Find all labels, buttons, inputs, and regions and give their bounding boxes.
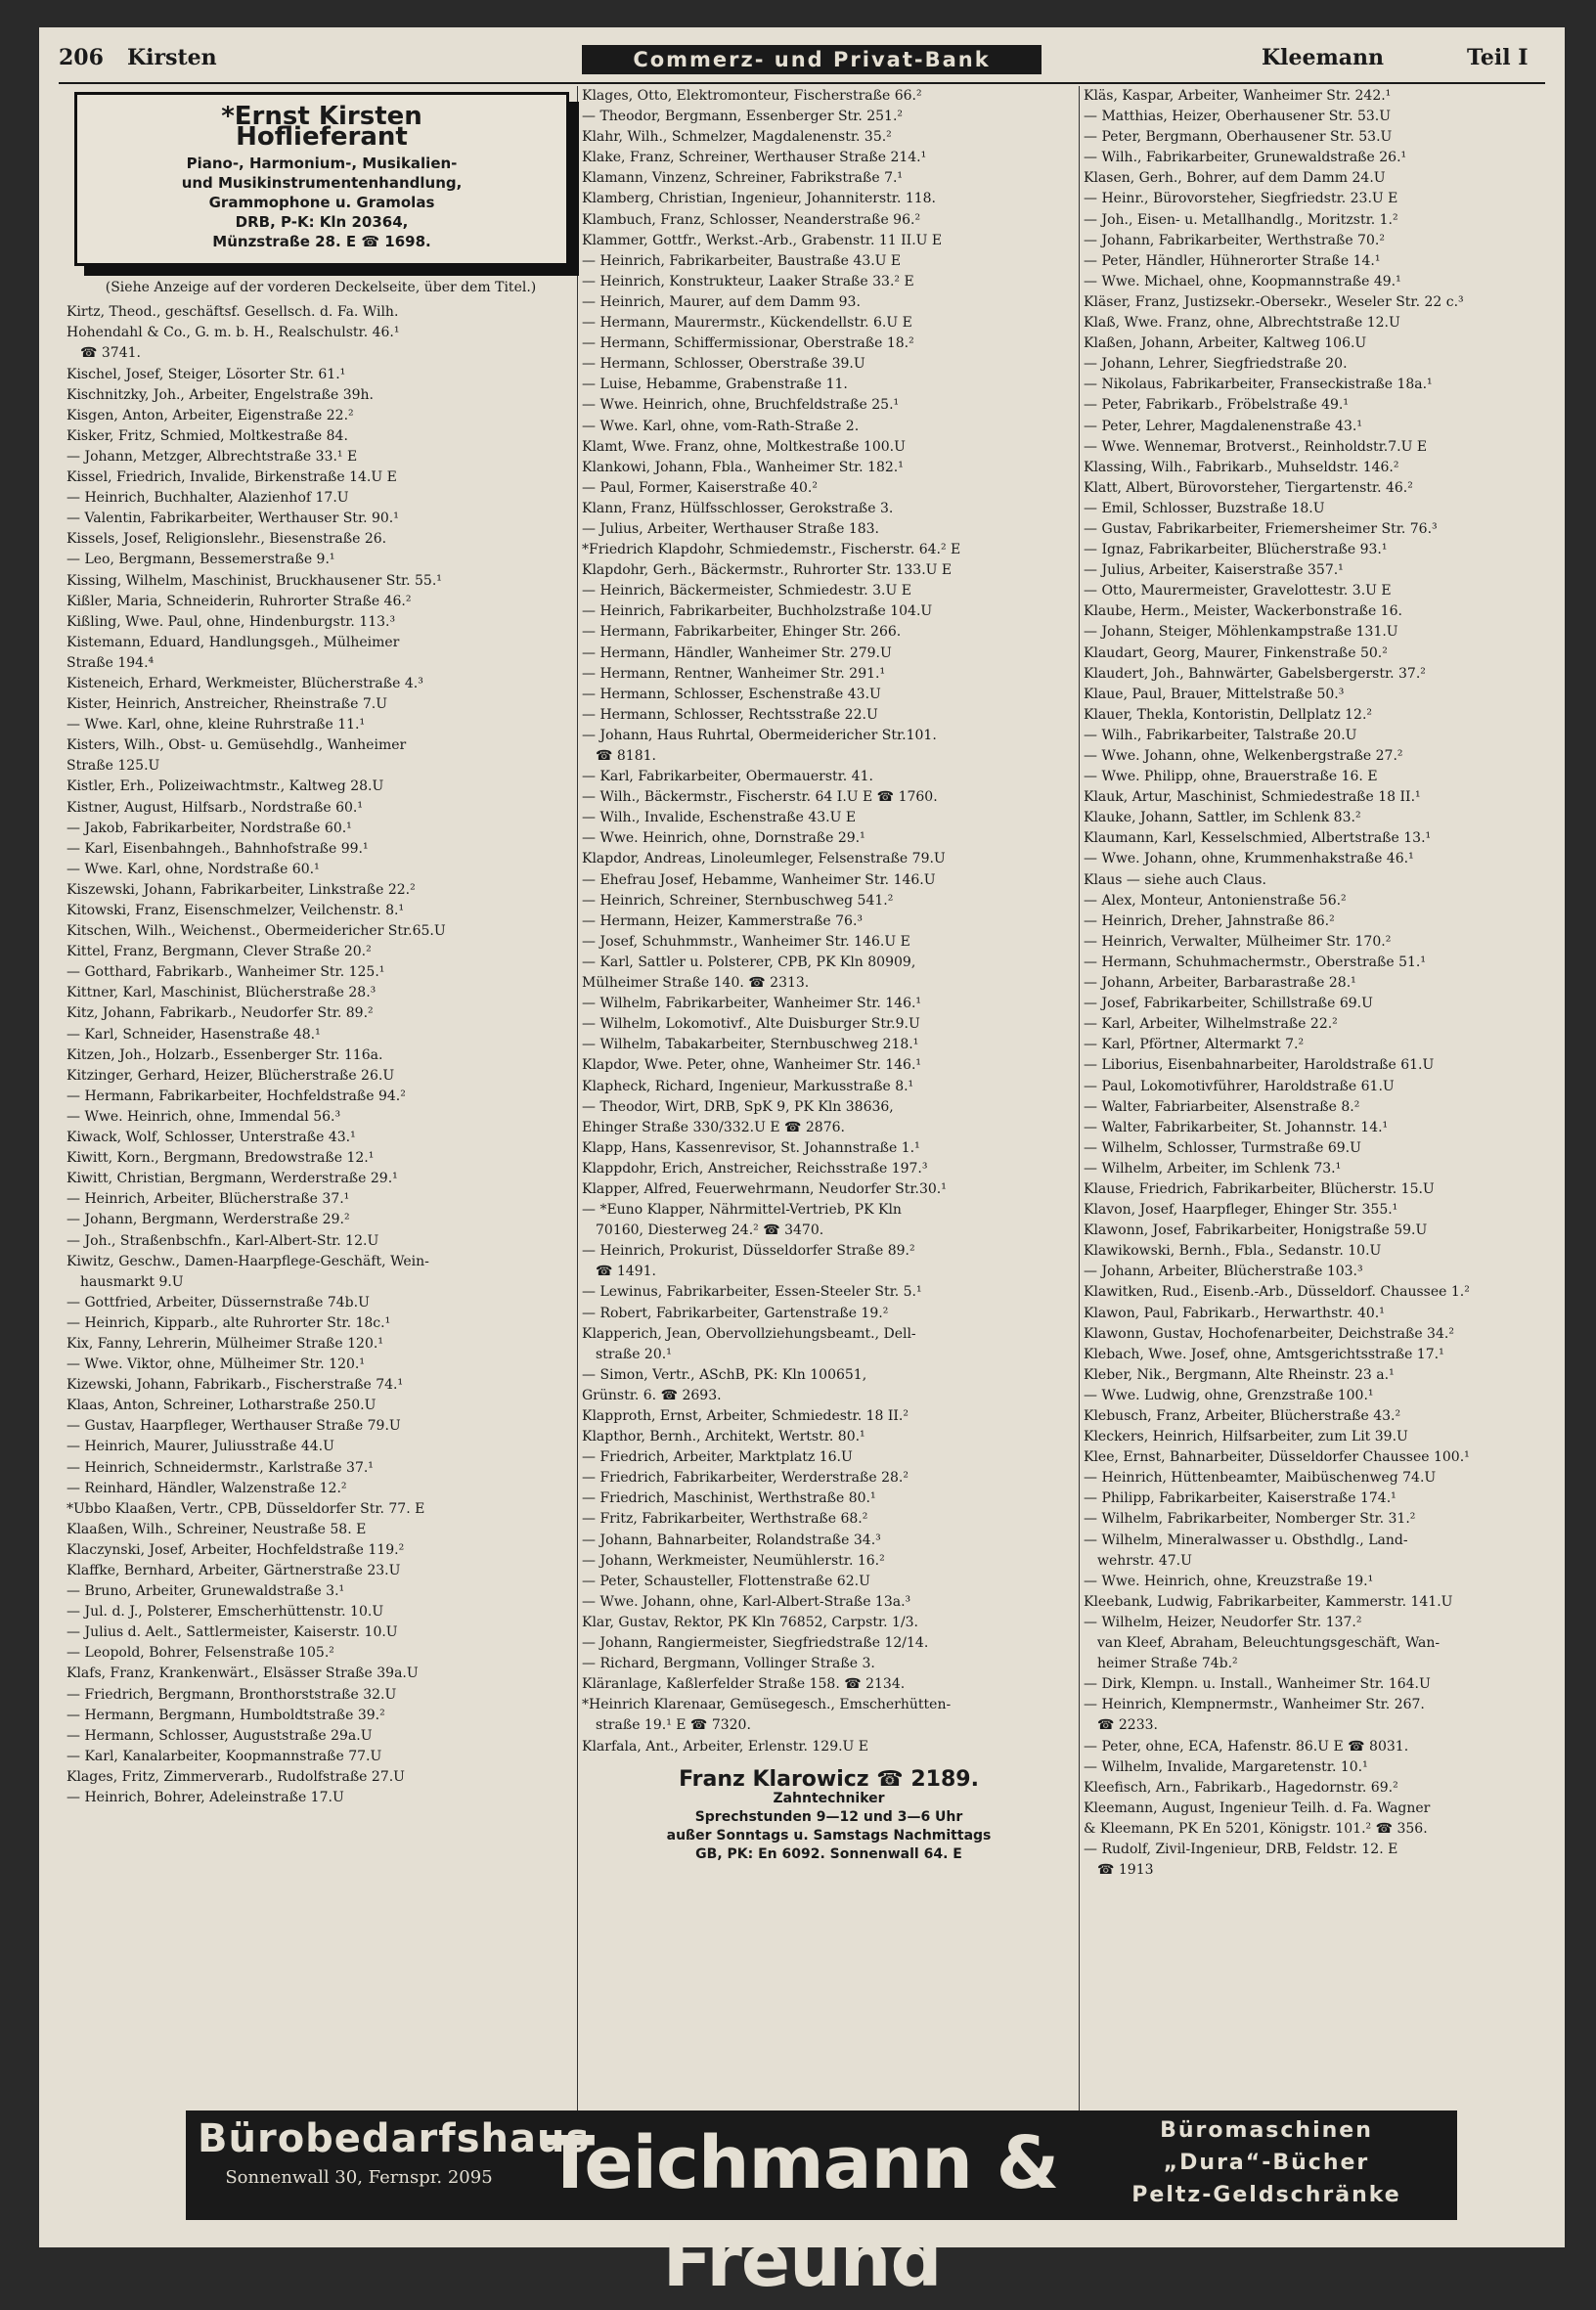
- directory-entry: Kischel, Josef, Steiger, Lösorter Str. 61.¹: [66, 366, 346, 382]
- directory-entry: — Heinrich, Bohrer, Adeleinstraße 17.U: [66, 1790, 344, 1806]
- ad-company-name: Teichmann & Freund: [545, 2121, 1059, 2303]
- directory-entry: — Lewinus, Fabrikarbeiter, Essen-Steeler Str. 5.¹: [582, 1284, 922, 1301]
- directory-entry: — Valentin, Fabrikarbeiter, Werthauser Str. 90.¹: [66, 511, 399, 527]
- directory-entry: Kissels, Josef, Religionslehr., Biesenstraße 26.: [66, 531, 387, 548]
- directory-entry: — Peter, Fabrikarb., Fröbelstraße 49.¹: [1084, 397, 1349, 414]
- directory-entry: — Joh., Straßenbschfn., Karl-Albert-Str. 12.U: [66, 1232, 379, 1249]
- directory-entry: — Heinrich, Hüttenbeamter, Maibüschenweg 74.U: [1084, 1470, 1437, 1487]
- directory-entry: Kläser, Franz, Justizsekr.-Obersekr., Weseler Str. 22 c.³: [1084, 293, 1464, 310]
- directory-entry: 70160, Diesterweg 24.² ☎ 3470.: [596, 1222, 824, 1239]
- directory-entry: Kistemann, Eduard, Handlungsgeh., Mülheimer: [66, 634, 400, 650]
- directory-entry: — Hermann, Schiffermissionar, Oberstraße 18.²: [582, 335, 914, 352]
- directory-entry: Klawonn, Gustav, Hochofenarbeiter, Deichstraße 34.²: [1084, 1325, 1454, 1342]
- directory-entry: & Kleemann, PK En 5201, Königstr. 101.² ☎ 356.: [1084, 1820, 1428, 1837]
- directory-entry: — Hermann, Fabrikarbeiter, Hochfeldstraße 94.²: [66, 1088, 406, 1104]
- directory-entry: Kiwack, Wolf, Schlosser, Unterstraße 43.¹: [66, 1130, 356, 1146]
- directory-entry: Klawikowski, Bernh., Fbla., Sedanstr. 10.U: [1084, 1243, 1382, 1260]
- directory-entry: Kisker, Fritz, Schmied, Moltkestraße 84.: [66, 427, 348, 444]
- directory-entry: — Johann, Rangiermeister, Siegfriedstraße 12/14.: [582, 1635, 929, 1652]
- directory-entry: — Hermann, Händler, Wanheimer Str. 279.U: [582, 644, 892, 661]
- directory-entry: heimer Straße 74b.²: [1097, 1656, 1238, 1672]
- directory-entry: — Karl, Pförtner, Altermarkt 7.²: [1084, 1037, 1305, 1053]
- directory-entry: — Karl, Fabrikarbeiter, Obermauerstr. 41.: [582, 769, 873, 785]
- directory-entry: — Johann, Arbeiter, Barbarastraße 28.¹: [1084, 975, 1356, 992]
- directory-entry: Klaube, Herm., Meister, Wackerbonstraße 16.: [1084, 603, 1402, 620]
- directory-entry: — Liborius, Eisenbahnarbeiter, Haroldstraße 61.U: [1084, 1057, 1435, 1074]
- ad-name: Franz Klarowicz ☎ 2189.: [679, 1766, 979, 1792]
- directory-entry: Klapheck, Richard, Ingenieur, Markusstraße 8.¹: [582, 1078, 914, 1094]
- directory-entry: Klaus — siehe auch Claus.: [1084, 871, 1266, 888]
- ad-left-address: Sonnenwall 30, Fernspr. 2095: [225, 2167, 493, 2188]
- directory-entry: hausmarkt 9.U: [80, 1273, 184, 1290]
- directory-entry: Klauke, Johann, Sattler, im Schlenk 83.²: [1084, 810, 1361, 826]
- bank-banner: Commerz- und Privat-Bank: [582, 45, 1042, 74]
- directory-entry: Klebusch, Franz, Arbeiter, Blücherstraße 43.²: [1084, 1408, 1401, 1424]
- directory-entry: Klaßen, Johann, Arbeiter, Kaltweg 106.U: [1084, 335, 1367, 352]
- directory-entry: Straße 125.U: [66, 758, 160, 775]
- directory-entry: Klahr, Wilh., Schmelzer, Magdalenenstr. 35.²: [582, 129, 892, 146]
- directory-entry: — Walter, Fabrikarbeiter, St. Johannstr. 14.¹: [1084, 1119, 1389, 1135]
- directory-entry: — Leopold, Bohrer, Felsenstraße 105.²: [66, 1645, 334, 1662]
- ad-line: Sprechstunden 9—12 und 3—6 Uhr: [694, 1808, 963, 1825]
- directory-entry: — Reinhard, Händler, Walzenstraße 12.²: [66, 1480, 347, 1496]
- directory-entry: ☎ 8181.: [596, 748, 656, 764]
- directory-entry: — Heinr., Bürovorsteher, Siegfriedstr. 23.U E: [1084, 191, 1398, 207]
- directory-entry: — Peter, ohne, ECA, Hafenstr. 86.U E ☎ 8031.: [1084, 1738, 1409, 1755]
- directory-entry: — Johann, Haus Ruhrtal, Obermeidericher Str.101.: [582, 727, 937, 743]
- entries-list-right: [1084, 86, 1563, 1881]
- directory-entry: — Hermann, Schlosser, Rechtsstraße 22.U: [582, 706, 878, 723]
- directory-entry: Kizewski, Johann, Fabrikarb., Fischerstraße 74.¹: [66, 1377, 404, 1394]
- directory-entry: Klambuch, Franz, Schlosser, Neanderstraße 96.²: [582, 211, 921, 228]
- directory-entry: — Heinrich, Kipparb., alte Ruhrorter Str. 18c.¹: [66, 1314, 391, 1331]
- directory-entry: — Julius, Arbeiter, Kaiserstraße 357.¹: [1084, 562, 1344, 579]
- ad-right-line: Peltz-Geldschränke: [1131, 2183, 1401, 2207]
- directory-entry: Kißler, Maria, Schneiderin, Ruhrorter Straße 46.²: [66, 593, 412, 609]
- directory-entry: Klaaßen, Wilh., Schreiner, Neustraße 58. E: [66, 1521, 367, 1537]
- directory-entry: Klaudert, Joh., Bahnwärter, Gabelsbergerstr. 37.²: [1084, 665, 1426, 682]
- directory-entry: — Karl, Arbeiter, Wilhelmstraße 22.²: [1084, 1016, 1338, 1033]
- column-middle: [582, 86, 1076, 1870]
- directory-entry: — Dirk, Klempn. u. Install., Wanheimer Str. 164.U: [1084, 1676, 1431, 1693]
- directory-entry: Klarfala, Ant., Arbeiter, Erlenstr. 129.U E: [582, 1738, 869, 1755]
- directory-entry: — Josef, Fabrikarbeiter, Schillstraße 69.U: [1084, 996, 1373, 1012]
- ad-left-title: Bürobedarfshaus: [198, 2116, 591, 2161]
- directory-entry: — Rudolf, Zivil-Ingenieur, DRB, Feldstr. 12. E: [1084, 1841, 1398, 1857]
- directory-entry: — Gottfried, Arbeiter, Düssernstraße 74b.U: [66, 1294, 370, 1310]
- directory-entry: Klar, Gustav, Rektor, PK Kln 76852, Carpstr. 1/3.: [582, 1614, 918, 1630]
- directory-entry: Klauer, Thekla, Kontoristin, Dellplatz 12.²: [1084, 706, 1373, 723]
- directory-entry: — Wwe. Heinrich, ohne, Bruchfeldstraße 25.¹: [582, 397, 900, 414]
- directory-entry: — Hermann, Maurermstr., Kückendellstr. 6.U E: [582, 315, 912, 332]
- ad-right-line: Büromaschinen: [1160, 2118, 1373, 2143]
- directory-entry: — Johann, Werkmeister, Neumühlerstr. 16.²: [582, 1552, 885, 1569]
- directory-entry: — Friedrich, Arbeiter, Marktplatz 16.U: [582, 1449, 853, 1466]
- directory-entry: — Julius d. Aelt., Sattlermeister, Kaiserstr. 10.U: [66, 1624, 398, 1641]
- directory-entry: Kischnitzky, Joh., Arbeiter, Engelstraße 39h.: [66, 386, 374, 403]
- ad-line: Piano-, Harmonium-, Musikalien-: [186, 155, 458, 173]
- ad-line: außer Sonntags u. Samstags Nachmittags: [666, 1827, 992, 1844]
- directory-entry: — Friedrich, Bergmann, Bronthorststraße 32.U: [66, 1686, 397, 1703]
- ad-title: Hoflieferant: [236, 122, 408, 153]
- directory-entry: — Wilhelm, Fabrikarbeiter, Wanheimer Str. 146.¹: [582, 996, 922, 1012]
- directory-entry: Klaas, Anton, Schreiner, Lotharstraße 250.U: [66, 1398, 377, 1414]
- directory-entry: — Johann, Metzger, Albrechtstraße 33.¹ E: [66, 448, 358, 465]
- ad-line: Grammophone u. Gramolas: [208, 194, 435, 212]
- directory-entry: Klappdohr, Erich, Anstreicher, Reichsstraße 197.³: [582, 1160, 928, 1177]
- directory-entry: Klauk, Artur, Maschinist, Schmiedestraße 18 II.¹: [1084, 789, 1421, 806]
- directory-entry: — Ignaz, Fabrikarbeiter, Blücherstraße 93.¹: [1084, 542, 1388, 558]
- directory-entry: — Leo, Bergmann, Bessemerstraße 9.¹: [66, 552, 335, 568]
- ad-left: [198, 2116, 591, 2188]
- ad-reference-note: (Siehe Anzeige auf der vorderen Deckelseite, über dem Titel.): [105, 280, 537, 296]
- directory-entry: — Emil, Schlosser, Buzstraße 18.U: [1084, 500, 1325, 516]
- directory-entry: — Heinrich, Fabrikarbeiter, Buchholzstraße 104.U: [582, 603, 933, 620]
- directory-entry: — Wwe. Heinrich, ohne, Kreuzstraße 19.¹: [1084, 1573, 1374, 1589]
- ad-line: GB, PK: En 6092. Sonnenwall 64. E: [695, 1845, 962, 1862]
- directory-entry: van Kleef, Abraham, Beleuchtungsgeschäft, Wan-: [1097, 1635, 1441, 1652]
- directory-entry: — *Euno Klapper, Nährmittel-Vertrieb, PK Kln: [582, 1202, 902, 1219]
- ad-right-line: „Dura“-Bücher: [1163, 2151, 1370, 2175]
- directory-entry: Klaß, Wwe. Franz, ohne, Albrechtstraße 12.U: [1084, 315, 1400, 332]
- klarowicz-advertisement: [582, 1766, 1076, 1864]
- directory-entry: — Heinrich, Konstrukteur, Laaker Straße 33.² E: [582, 273, 914, 289]
- directory-entry: ☎ 2233.: [1097, 1717, 1158, 1734]
- directory-entry: — Hermann, Rentner, Wanheimer Str. 291.¹: [582, 665, 886, 682]
- directory-entry: — Johann, Steiger, Möhlenkampstraße 131.U: [1084, 624, 1398, 641]
- directory-entry: ☎ 1491.: [596, 1264, 656, 1280]
- directory-entry: — Peter, Händler, Hühnerorter Straße 14.¹: [1084, 252, 1381, 269]
- directory-entry: Hohendahl & Co., G. m. b. H., Realschulstr. 46.¹: [66, 325, 400, 341]
- directory-entry: — Karl, Sattler u. Polsterer, CPB, PK Kln 80909,: [582, 954, 916, 970]
- page-number: 206: [59, 45, 104, 70]
- directory-entry: Kitschen, Wilh., Weichenst., Obermeidericher Str.65.U: [66, 923, 446, 940]
- directory-entry: — Luise, Hebamme, Grabenstraße 11.: [582, 377, 848, 393]
- directory-entry: — Heinrich, Maurer, Juliusstraße 44.U: [66, 1439, 334, 1455]
- directory-entry: — Heinrich, Buchhalter, Alazienhof 17.U: [66, 490, 349, 507]
- directory-entry: Kistner, August, Hilfsarb., Nordstraße 60.¹: [66, 799, 363, 816]
- directory-entry: Kisteneich, Erhard, Werkmeister, Blücherstraße 4.³: [66, 675, 423, 691]
- directory-entry: Kleckers, Heinrich, Hilfsarbeiter, zum Lit 39.U: [1084, 1429, 1408, 1445]
- directory-entry: ☎ 3741.: [80, 345, 141, 362]
- directory-entry: Kleefisch, Arn., Fabrikarb., Hagedornstr. 69.²: [1084, 1779, 1398, 1796]
- directory-entry: ☎ 1913: [1097, 1862, 1154, 1879]
- directory-entry: — Walter, Fabriarbeiter, Alsenstraße 8.²: [1084, 1098, 1360, 1115]
- directory-entry: — Wilhelm, Mineralwasser u. Obsthdlg., Land-: [1084, 1532, 1408, 1548]
- directory-entry: — Wilhelm, Heizer, Neudorfer Str. 137.²: [1084, 1614, 1362, 1630]
- directory-entry: Klause, Friedrich, Fabrikarbeiter, Blücherstr. 15.U: [1084, 1180, 1435, 1197]
- directory-entry: Kix, Fanny, Lehrerin, Mülheimer Straße 120.¹: [66, 1335, 383, 1352]
- directory-entry: Klafs, Franz, Krankenwärt., Elsässer Straße 39a.U: [66, 1666, 419, 1682]
- directory-entry: — Hermann, Schlosser, Eschenstraße 43.U: [582, 686, 881, 702]
- part-label: Teil I: [1467, 45, 1529, 70]
- directory-entry: — Wwe. Viktor, ohne, Mülheimer Str. 120.¹: [66, 1356, 365, 1373]
- ad-name: *Ernst Kirsten: [221, 102, 422, 131]
- directory-entry: Grünstr. 6. ☎ 2693.: [582, 1387, 722, 1403]
- directory-entry: — Johann, Arbeiter, Blücherstraße 103.³: [1084, 1264, 1363, 1280]
- directory-entry: Kiwitt, Korn., Bergmann, Bredowstraße 12.¹: [66, 1150, 375, 1167]
- directory-entry: — Heinrich, Fabrikarbeiter, Baustraße 43.U E: [582, 252, 902, 269]
- directory-entry: Klawonn, Josef, Fabrikarbeiter, Honigstraße 59.U: [1084, 1222, 1428, 1239]
- directory-entry: Klavon, Josef, Haarpfleger, Ehinger Str. 355.¹: [1084, 1202, 1398, 1219]
- directory-entry: — Peter, Lehrer, Magdalenenstraße 43.¹: [1084, 418, 1362, 434]
- directory-entry: — Wwe. Johann, ohne, Karl-Albert-Straße 13a.³: [582, 1593, 911, 1610]
- directory-entry: — Nikolaus, Fabrikarbeiter, Franseckistraße 18a.¹: [1084, 377, 1433, 393]
- directory-entry: — Jakob, Fabrikarbeiter, Nordstraße 60.¹: [66, 820, 352, 836]
- directory-entry: — Heinrich, Klempnermstr., Wanheimer Str. 267.: [1084, 1697, 1425, 1713]
- directory-entry: Kisters, Wilh., Obst- u. Gemüsehdlg., Wanheimer: [66, 737, 407, 754]
- directory-entry: — Hermann, Schuhmachermstr., Oberstraße 51.¹: [1084, 954, 1426, 970]
- header-rule: [59, 82, 1545, 84]
- directory-entry: — Wilhelm, Schlosser, Turmstraße 69.U: [1084, 1139, 1361, 1156]
- directory-entry: — Wilhelm, Fabrikarbeiter, Nomberger Str. 31.²: [1084, 1511, 1416, 1528]
- directory-entry: — Otto, Maurermeister, Gravelottestr. 3.U E: [1084, 583, 1392, 600]
- directory-entry: — Ehefrau Josef, Hebamme, Wanheimer Str. 146.U: [582, 871, 936, 888]
- directory-entry: — Wilh., Invalide, Eschenstraße 43.U E: [582, 810, 857, 826]
- directory-entry: Klaue, Paul, Brauer, Mittelstraße 50.³: [1084, 686, 1345, 702]
- directory-entry: — Paul, Former, Kaiserstraße 40.²: [582, 479, 818, 496]
- directory-entry: Klapdor, Andreas, Linoleumleger, Felsenstraße 79.U: [582, 851, 946, 867]
- kirsten-advertisement: [74, 92, 569, 266]
- directory-entry: — Richard, Bergmann, Vollinger Straße 3.: [582, 1656, 875, 1672]
- directory-entry: Kissel, Friedrich, Invalide, Birkenstraße 14.U E: [66, 469, 397, 486]
- column-divider: [1079, 86, 1080, 2140]
- directory-entry: Klasen, Gerh., Bohrer, auf dem Damm 24.U: [1084, 170, 1386, 187]
- directory-entry: Klann, Franz, Hülfsschlosser, Gerokstraße 3.: [582, 500, 894, 516]
- directory-entry: Kiszewski, Johann, Fabrikarbeiter, Linkstraße 22.²: [66, 881, 416, 898]
- directory-entry: — Wwe. Karl, ohne, vom-Rath-Straße 2.: [582, 418, 860, 434]
- directory-entry: — Hermann, Fabrikarbeiter, Ehinger Str. 266.: [582, 624, 902, 641]
- directory-page: [39, 27, 1565, 2303]
- directory-entry: — Robert, Fabrikarbeiter, Gartenstraße 19.²: [582, 1305, 889, 1321]
- directory-entry: — Karl, Kanalarbeiter, Koopmannstraße 77.U: [66, 1748, 382, 1764]
- directory-entry: Klamann, Vinzenz, Schreiner, Fabrikstraße 7.¹: [582, 170, 904, 187]
- column-divider: [577, 86, 578, 2140]
- directory-entry: Klebach, Wwe. Josef, ohne, Amtsgerichtsstraße 17.¹: [1084, 1346, 1444, 1362]
- directory-entry: — Friedrich, Maschinist, Werthstraße 80.¹: [582, 1490, 876, 1507]
- directory-entry: — Wwe. Karl, ohne, kleine Ruhrstraße 11.¹: [66, 717, 366, 733]
- directory-entry: — Karl, Eisenbahngeh., Bahnhofstraße 99.¹: [66, 840, 369, 857]
- directory-entry: *Ubbo Klaaßen, Vertr., CPB, Düsseldorfer Str. 77. E: [66, 1500, 425, 1517]
- directory-entry: — Heinrich, Prokurist, Düsseldorfer Straße 89.²: [582, 1243, 915, 1260]
- directory-entry: — Paul, Lokomotivführer, Haroldstraße 61.U: [1084, 1078, 1395, 1094]
- directory-entry: Kitz, Johann, Fabrikarb., Neudorfer Str. 89.²: [66, 1005, 374, 1022]
- directory-entry: Klake, Franz, Schreiner, Werthauser Straße 214.¹: [582, 150, 927, 166]
- directory-entry: Klapdohr, Gerh., Bäckermstr., Ruhrorter Str. 133.U E: [582, 562, 953, 579]
- directory-entry: Kitowski, Franz, Eisenschmelzer, Veilchenstr. 8.¹: [66, 903, 405, 918]
- directory-entry: Klapperich, Jean, Obervollziehungsbeamt., Dell-: [582, 1325, 916, 1342]
- directory-entry: Kittel, Franz, Bergmann, Clever Straße 20.²: [66, 944, 372, 960]
- directory-entry: Kläs, Kaspar, Arbeiter, Wanheimer Str. 242.¹: [1084, 88, 1392, 104]
- directory-entry: — Simon, Vertr., ASchB, PK: Kln 100651,: [582, 1366, 867, 1383]
- directory-entry: — Hermann, Schlosser, Oberstraße 39.U: [582, 356, 865, 373]
- directory-entry: Kißling, Wwe. Paul, ohne, Hindenburgstr. 113.³: [66, 613, 396, 630]
- directory-entry: Klammer, Gottfr., Werkst.-Arb., Grabenstr. 11 II.U E: [582, 232, 943, 248]
- directory-entry: — Wilh., Bäckermstr., Fischerstr. 64 I.U E ☎ 1760.: [582, 789, 938, 806]
- directory-entry: Klapproth, Ernst, Arbeiter, Schmiedestr. 18 II.²: [582, 1408, 909, 1424]
- directory-entry: — Wilhelm, Arbeiter, im Schlenk 73.¹: [1084, 1160, 1342, 1177]
- left-running-head: Kirsten: [127, 45, 217, 70]
- directory-entry: straße 20.¹: [596, 1346, 672, 1362]
- ad-right: [1086, 2114, 1447, 2211]
- directory-entry: Klawitken, Rud., Eisenb.-Arb., Düsseldorf. Chaussee 1.²: [1084, 1284, 1470, 1301]
- directory-entry: Klaudart, Georg, Maurer, Finkenstraße 50.²: [1084, 644, 1388, 661]
- directory-entry: Kläranlage, Kaßlerfelder Straße 158. ☎ 2134.: [582, 1676, 906, 1693]
- directory-entry: — Fritz, Fabrikarbeiter, Werthstraße 68.²: [582, 1511, 868, 1528]
- directory-entry: — Matthias, Heizer, Oberhausener Str. 53.U: [1084, 109, 1392, 125]
- directory-entry: — Heinrich, Verwalter, Mülheimer Str. 170.²: [1084, 933, 1392, 950]
- directory-entry: — Heinrich, Bäckermeister, Schmiedestr. 3.U E: [582, 583, 911, 600]
- directory-entry: — Philipp, Fabrikarbeiter, Kaiserstraße 174.¹: [1084, 1490, 1396, 1507]
- directory-entry: — Wilhelm, Invalide, Margaretenstr. 10.¹: [1084, 1758, 1368, 1775]
- directory-entry: Kistler, Erh., Polizeiwachtmstr., Kaltweg 28.U: [66, 778, 384, 795]
- directory-entry: — Hermann, Schlosser, Auguststraße 29a.U: [66, 1727, 373, 1744]
- directory-entry: — Wwe. Heinrich, ohne, Dornstraße 29.¹: [582, 830, 865, 847]
- directory-entry: Klee, Ernst, Bahnarbeiter, Düsseldorfer Chaussee 100.¹: [1084, 1449, 1470, 1466]
- column-right: [1084, 86, 1563, 1881]
- directory-entry: Kisgen, Anton, Arbeiter, Eigenstraße 22.²: [66, 407, 354, 423]
- directory-entry: Klapdor, Wwe. Peter, ohne, Wanheimer Str. 146.¹: [582, 1057, 922, 1074]
- directory-entry: — Heinrich, Maurer, auf dem Damm 93.: [582, 293, 861, 310]
- directory-entry: Klamberg, Christian, Ingenieur, Johanniterstr. 118.: [582, 191, 937, 207]
- directory-entry: Klassing, Wilh., Fabrikarb., Muhseldstr. 146.²: [1084, 459, 1399, 475]
- right-running-head: Kleemann: [1262, 45, 1384, 70]
- directory-entry: Straße 194.⁴: [66, 654, 155, 671]
- directory-entry: Kleemann, August, Ingenieur Teilh. d. Fa. Wagner: [1084, 1799, 1431, 1816]
- directory-entry: — Joh., Eisen- u. Metallhandlg., Moritzstr. 1.²: [1084, 211, 1398, 228]
- directory-entry: Kittner, Karl, Maschinist, Blücherstraße 28.³: [66, 985, 377, 1001]
- directory-entry: — Wwe. Heinrich, ohne, Immendal 56.³: [66, 1108, 341, 1125]
- directory-entry: — Theodor, Wirt, DRB, SpK 9, PK Kln 38636,: [582, 1098, 894, 1115]
- directory-entry: — Bruno, Arbeiter, Grunewaldstraße 3.¹: [66, 1583, 345, 1600]
- directory-entry: — Alex, Monteur, Antonienstraße 56.²: [1084, 892, 1347, 909]
- directory-entry: — Wwe. Philipp, ohne, Brauerstraße 16. E: [1084, 769, 1378, 785]
- directory-entry: Klages, Fritz, Zimmerverarb., Rudolfstraße 27.U: [66, 1768, 405, 1785]
- directory-entry: — Wilhelm, Tabakarbeiter, Sternbuschweg 218.¹: [582, 1037, 919, 1053]
- directory-entry: — Johann, Lehrer, Siegfriedstraße 20.: [1084, 356, 1348, 373]
- directory-entry: — Hermann, Heizer, Kammerstraße 76.³: [582, 912, 864, 929]
- directory-entry: Klapper, Alfred, Feuerwehrmann, Neudorfer Str.30.¹: [582, 1180, 947, 1197]
- directory-entry: — Johann, Bahnarbeiter, Rolandstraße 34.³: [582, 1532, 881, 1548]
- directory-entry: Klaczynski, Josef, Arbeiter, Hochfeldstraße 119.²: [66, 1541, 405, 1558]
- directory-entry: — Karl, Schneider, Hasenstraße 48.¹: [66, 1026, 321, 1043]
- directory-entry: — Wilhelm, Lokomotivf., Alte Duisburger Str.9.U: [582, 1016, 920, 1033]
- directory-entry: — Wwe. Michael, ohne, Koopmannstraße 49.¹: [1084, 273, 1401, 289]
- entries-list-middle: [582, 86, 1076, 1757]
- directory-entry: — Theodor, Bergmann, Essenberger Str. 251.²: [582, 109, 904, 125]
- directory-entry: — Heinrich, Dreher, Jahnstraße 86.²: [1084, 912, 1335, 929]
- directory-entry: Kirtz, Theod., geschäftsf. Gesellsch. d. Fa. Wilh.: [66, 304, 399, 321]
- directory-entry: — Hermann, Bergmann, Humboldtstraße 39.²: [66, 1707, 385, 1723]
- ad-line: DRB, P-K: Kln 20364,: [235, 213, 409, 232]
- directory-entry: straße 19.¹ E ☎ 7320.: [596, 1717, 751, 1734]
- column-left: [66, 86, 575, 1808]
- directory-entry: — Peter, Schausteller, Flottenstraße 62.U: [582, 1573, 870, 1589]
- directory-entry: wehrstr. 47.U: [1097, 1552, 1192, 1569]
- directory-entry: — Gustav, Haarpfleger, Werthauser Straße 79.U: [66, 1418, 401, 1435]
- directory-entry: Mülheimer Straße 140. ☎ 2313.: [582, 975, 810, 992]
- directory-entry: Ehinger Straße 330/332.U E ☎ 2876.: [582, 1119, 845, 1135]
- directory-entry: Klawon, Paul, Fabrikarb., Herwarthstr. 40.¹: [1084, 1305, 1385, 1321]
- directory-entry: Kissing, Wilhelm, Maschinist, Bruckhausener Str. 55.¹: [66, 572, 442, 589]
- ad-line: und Musikinstrumentenhandlung,: [181, 174, 463, 193]
- directory-entry: — Josef, Schuhmmstr., Wanheimer Str. 146.U E: [582, 933, 910, 950]
- directory-entry: Kister, Heinrich, Anstreicher, Rheinstraße 7.U: [66, 696, 388, 713]
- directory-entry: — Jul. d. J., Polsterer, Emscherhüttenstr. 10.U: [66, 1604, 384, 1621]
- directory-entry: Kleber, Nik., Bergmann, Alte Rheinstr. 23 a.¹: [1084, 1366, 1395, 1383]
- directory-entry: — Gustav, Fabrikarbeiter, Friemersheimer Str. 76.³: [1084, 520, 1438, 537]
- directory-entry: Klamt, Wwe. Franz, ohne, Moltkestraße 100.U: [582, 438, 906, 455]
- directory-entry: *Heinrich Klarenaar, Gemüsegesch., Emscherhütten-: [582, 1697, 952, 1713]
- directory-entry: — Heinrich, Schreiner, Sternbuschweg 541.²: [582, 892, 894, 909]
- directory-entry: — Friedrich, Fabrikarbeiter, Werderstraße 28.²: [582, 1470, 909, 1487]
- directory-entry: Klaffke, Bernhard, Arbeiter, Gärtnerstraße 23.U: [66, 1563, 401, 1578]
- directory-entry: — Heinrich, Arbeiter, Blücherstraße 37.¹: [66, 1191, 350, 1208]
- directory-entry: — Wwe. Johann, ohne, Krummenhakstraße 46.¹: [1084, 851, 1414, 867]
- directory-entry: Kleebank, Ludwig, Fabrikarbeiter, Kammerstr. 141.U: [1084, 1593, 1453, 1610]
- directory-entry: — Johann, Fabrikarbeiter, Werthstraße 70.²: [1084, 232, 1385, 248]
- directory-entry: Klages, Otto, Elektromonteur, Fischerstraße 66.²: [582, 88, 922, 104]
- directory-entry: Kiwitt, Christian, Bergmann, Werderstraße 29.¹: [66, 1171, 398, 1187]
- ad-line: Zahntechniker: [773, 1790, 885, 1806]
- entries-list-left: [66, 302, 575, 1808]
- directory-entry: — Wwe. Johann, ohne, Welkenbergstraße 27.²: [1084, 748, 1403, 764]
- directory-entry: — Wwe. Ludwig, ohne, Grenzstraße 100.¹: [1084, 1387, 1374, 1403]
- directory-entry: Kiwitz, Geschw., Damen-Haarpflege-Geschäft, Wein-: [66, 1253, 429, 1269]
- directory-entry: Klankowi, Johann, Fbla., Wanheimer Str. 182.¹: [582, 459, 904, 475]
- directory-entry: — Wilh., Fabrikarbeiter, Talstraße 20.U: [1084, 727, 1357, 743]
- directory-entry: Klapthor, Bernh., Architekt, Wertstr. 80.¹: [582, 1429, 865, 1445]
- bottom-advertisement: [186, 2110, 1457, 2303]
- directory-entry: Kitzen, Joh., Holzarb., Essenberger Str. 116a.: [66, 1046, 383, 1063]
- directory-entry: Kitzinger, Gerhard, Heizer, Blücherstraße 26.U: [66, 1067, 395, 1084]
- directory-entry: *Friedrich Klapdohr, Schmiedemstr., Fischerstr. 64.² E: [582, 542, 961, 558]
- directory-entry: Klapp, Hans, Kassenrevisor, St. Johannstraße 1.¹: [582, 1139, 920, 1156]
- directory-entry: — Heinrich, Schneidermstr., Karlstraße 37.¹: [66, 1459, 374, 1476]
- directory-entry: — Johann, Bergmann, Werderstraße 29.²: [66, 1212, 350, 1228]
- directory-entry: — Peter, Bergmann, Oberhausener Str. 53.U: [1084, 129, 1393, 146]
- directory-entry: — Wwe. Karl, ohne, Nordstraße 60.¹: [66, 861, 320, 877]
- directory-entry: — Wwe. Wennemar, Brotverst., Reinholdstr.7.U E: [1084, 438, 1428, 455]
- directory-entry: — Julius, Arbeiter, Werthauser Straße 183.: [582, 520, 879, 537]
- directory-entry: — Gotthard, Fabrikarb., Wanheimer Str. 125.¹: [66, 964, 385, 981]
- directory-entry: — Wilh., Fabrikarbeiter, Grunewaldstraße 26.¹: [1084, 150, 1407, 166]
- directory-entry: Klatt, Albert, Bürovorsteher, Tiergartenstr. 46.²: [1084, 479, 1413, 496]
- directory-entry: Klaumann, Karl, Kesselschmied, Albertstraße 13.¹: [1084, 830, 1432, 847]
- ad-line: Münzstraße 28. E ☎ 1698.: [212, 233, 431, 251]
